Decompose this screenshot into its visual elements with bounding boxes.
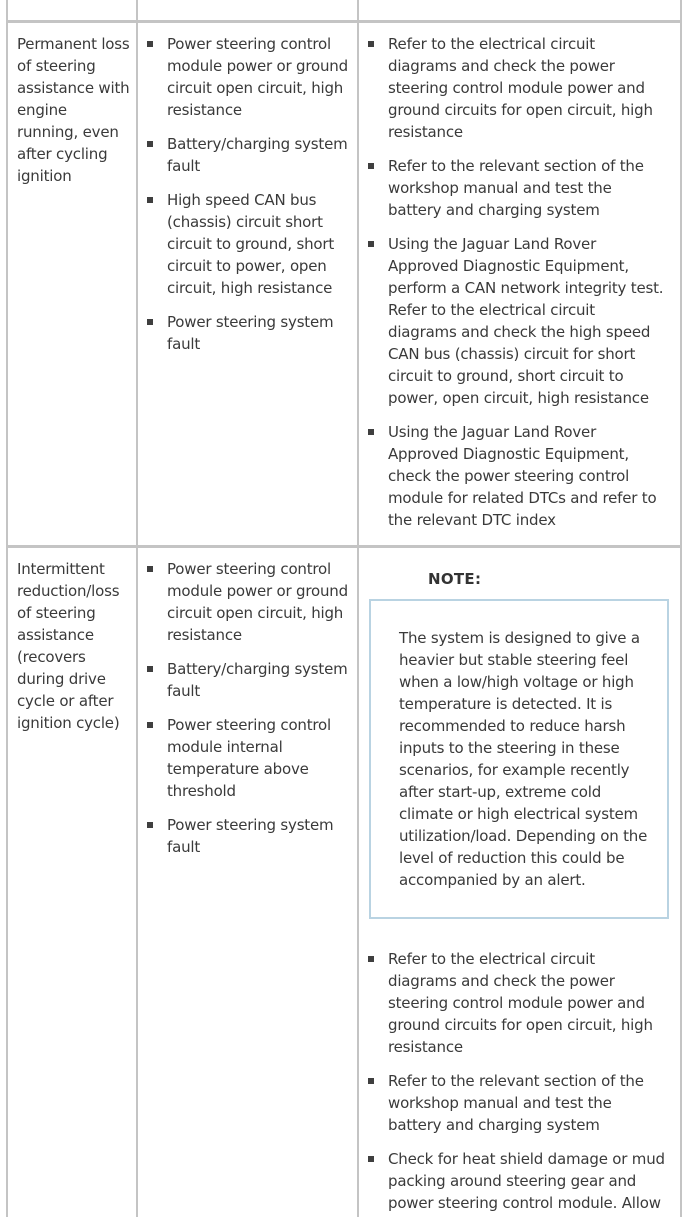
actions-cell <box>367 33 667 543</box>
list-item: Refer to the electrical circuit diagrams and check the power steering control module power and ground circuits for open circuit, high resistance <box>367 33 667 143</box>
table-divider-2 <box>357 0 359 1217</box>
list-item: High speed CAN bus (chassis) circuit short circuit to ground, short circuit to power, open circuit, high resistance <box>146 189 352 299</box>
list-item: Using the Jaguar Land Rover Approved Diagnostic Equipment, check the power steering control module for related DTCs and refer to the relevant DTC index <box>367 421 667 531</box>
causes-list <box>146 33 352 355</box>
list-item: Power steering control module internal temperature above threshold <box>146 714 352 802</box>
list-item: Refer to the relevant section of the workshop manual and test the battery and charging system <box>367 1070 667 1136</box>
note-title: NOTE: <box>428 570 482 588</box>
note-text: The system is designed to give a heavier but stable steering feel when a low/high voltage or high temperature is detected. It is recommended to reduce harsh inputs to the steering in these scenarios, for example recently after start-up, extreme cold climate or high electrical system utilization/load. Depending on the level of reduction this could be accompanied by an alert. <box>399 629 648 889</box>
actions-list <box>367 948 667 1214</box>
list-item: Power steering control module power or ground circuit open circuit, high resistance <box>146 33 352 121</box>
list-item: Power steering system fault <box>146 814 352 858</box>
table-divider-1 <box>136 0 138 1217</box>
list-item: Power steering control module power or ground circuit open circuit, high resistance <box>146 558 352 646</box>
list-item: Check for heat shield damage or mud packing around steering gear and power steering control module. Allow <box>367 1148 667 1214</box>
actions-cell <box>367 948 667 1226</box>
list-item: Power steering system fault <box>146 311 352 355</box>
symptom-cell <box>17 558 131 734</box>
row-divider-middle <box>6 545 682 548</box>
table-border-left <box>6 0 8 1217</box>
list-item: Refer to the relevant section of the workshop manual and test the battery and charging system <box>367 155 667 221</box>
causes-cell <box>146 33 352 367</box>
row-divider-top <box>6 20 682 23</box>
symptom-text: Intermittent reduction/loss of steering assistance (recovers during drive cycle or after ignition cycle) <box>17 560 120 732</box>
actions-list <box>367 33 667 531</box>
list-item: Battery/charging system fault <box>146 133 352 177</box>
causes-cell <box>146 558 352 870</box>
symptom-cell <box>17 33 131 187</box>
symptom-text: Permanent loss of steering assistance with engine running, even after cycling ignition <box>17 35 130 185</box>
causes-list <box>146 558 352 858</box>
list-item: Battery/charging system fault <box>146 658 352 702</box>
list-item: Using the Jaguar Land Rover Approved Diagnostic Equipment, perform a CAN network integrity test. Refer to the electrical circuit diagrams and check the high speed CAN bus (chassis) circuit for short circuit to ground, short circuit to power, open circuit, high resistance <box>367 233 667 409</box>
table-border-right <box>680 0 682 1217</box>
list-item: Refer to the electrical circuit diagrams and check the power steering control module power and ground circuits for open circuit, high resistance <box>367 948 667 1058</box>
note-box <box>369 599 669 919</box>
